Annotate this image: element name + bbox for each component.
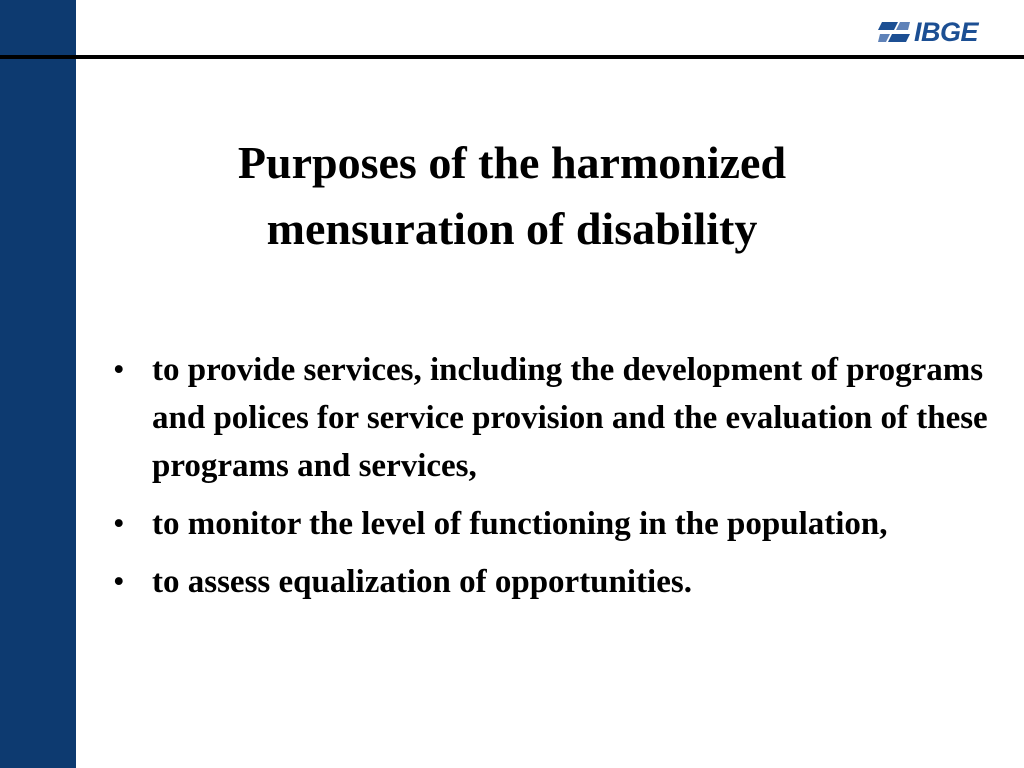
bullet-icon: • xyxy=(113,506,125,542)
side-band xyxy=(0,0,76,768)
ibge-logo xyxy=(876,17,978,47)
bullet-item xyxy=(105,558,1005,606)
bullet-item xyxy=(105,346,1005,490)
bullet-icon: • xyxy=(113,352,125,388)
title-line-2: mensuration of disability xyxy=(266,203,758,254)
ibge-logo-mark-icon xyxy=(876,20,912,44)
bullet-item xyxy=(105,500,1005,548)
header-rule xyxy=(0,55,1024,59)
title-line-1: Purposes of the harmonized xyxy=(237,137,787,188)
bullet-text: to provide services, including the development of programs and polices for service provision and the evaluation of these programs and services, xyxy=(152,352,988,484)
bullet-text: to assess equalization of opportunities. xyxy=(152,564,692,600)
bullet-list xyxy=(105,346,1005,616)
slide-title xyxy=(100,130,924,262)
logo-text: IBGE xyxy=(914,17,979,47)
bullet-text: to monitor the level of functioning in the population, xyxy=(152,506,888,542)
bullet-icon: • xyxy=(113,564,125,600)
